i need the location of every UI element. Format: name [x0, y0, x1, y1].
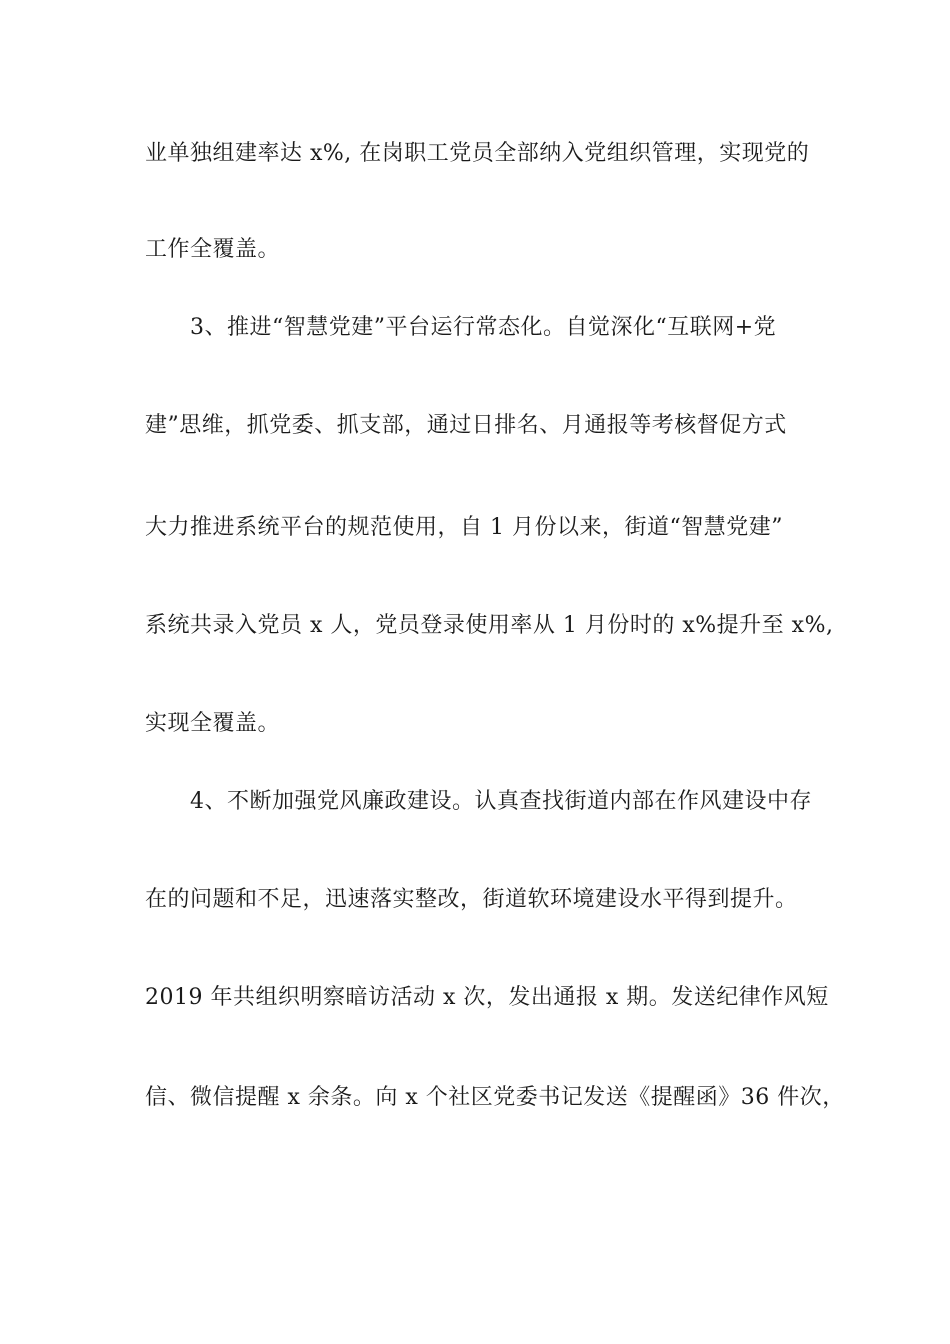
text-line: 实现全覆盖。	[145, 711, 281, 736]
text-line: 在的问题和不足，迅速落实整改，街道软环境建设水平得到提升。	[145, 887, 798, 912]
text-line: 建”思维，抓党委、抓支部，通过日排名、月通报等考核督促方式	[145, 413, 787, 438]
paragraph-start-line: 4、不断加强党风廉政建设。认真查找街道内部在作风建设中存	[190, 789, 812, 814]
text-line: 大力推进系统平台的规范使用，自 1 月份以来，街道“智慧党建”	[145, 515, 783, 540]
text-line: 信、微信提醒 x 余条。向 x 个社区党委书记发送《提醒函》36 件次，	[145, 1085, 845, 1110]
text-line: 2019 年共组织明察暗访活动 x 次，发出通报 x 期。发送纪律作风短	[145, 985, 829, 1010]
paragraph-start-line: 3、推进“智慧党建”平台运行常态化。自觉深化“互联网+党	[190, 315, 777, 340]
text-line: 业单独组建率达 x%, 在岗职工党员全部纳入党组织管理，实现党的	[145, 141, 810, 166]
text-line: 工作全覆盖。	[145, 237, 281, 262]
text-line: 系统共录入党员 x 人，党员登录使用率从 1 月份时的 x%提升至 x%,	[145, 613, 834, 638]
